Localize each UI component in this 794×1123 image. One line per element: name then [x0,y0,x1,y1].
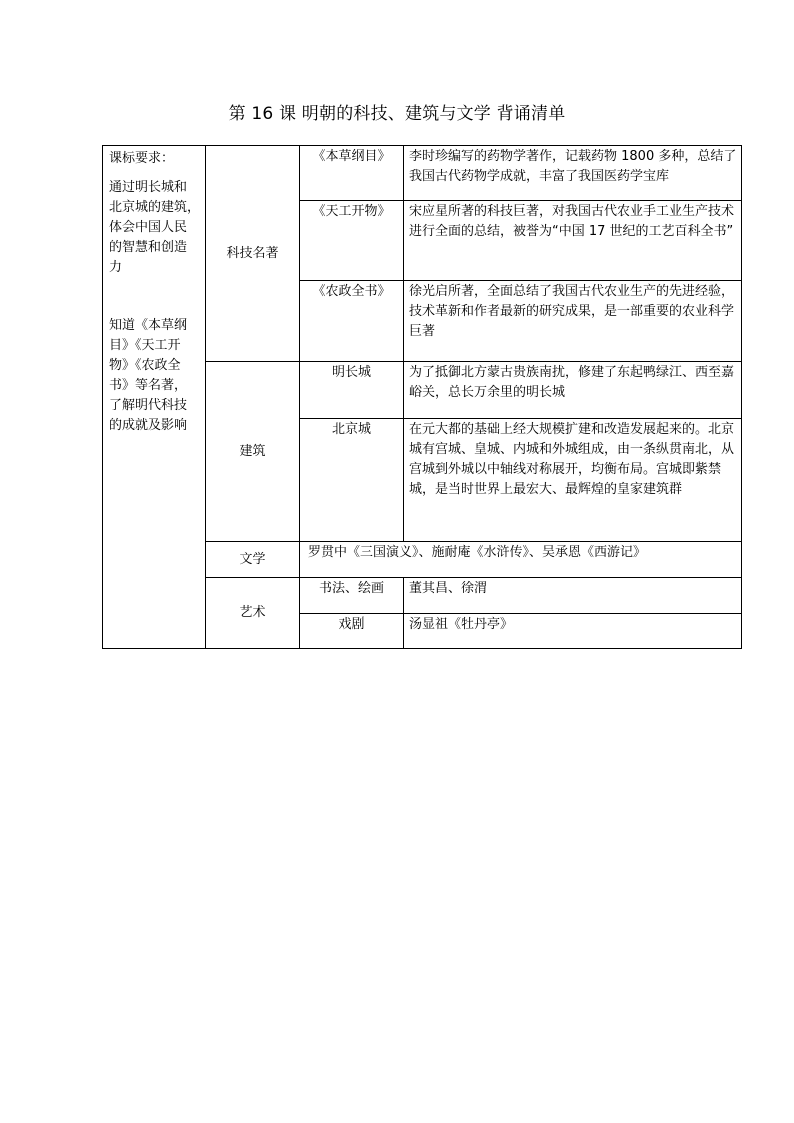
item-description: 宋应星所著的科技巨著，对我国古代农业手工业生产技术进行全面的总结，被誉为“中国 17 世纪的工艺百科全书” [404,201,742,281]
category-science: 科技名著 [206,146,300,362]
requirement-text: 物》《农政全 [109,358,181,373]
item-name: 明长城 [300,362,404,419]
item-description: 徐光启所著，全面总结了我国古代农业生产的先进经验，技术革新和作者最新的研究成果，是一部重要的农业科学巨著 [404,281,742,362]
requirement-text: 北京城的建筑， [109,200,201,215]
requirement-text: 体会中国人民 [109,220,188,235]
page-title: 第 16 课 明朝的科技、建筑与文学 背诵清单 [228,104,566,124]
item-description: 汤显祖《牡丹亭》 [404,614,742,649]
requirement-text: 力 [109,260,123,275]
item-name: 《天工开物》 [300,201,404,281]
review-table [102,145,742,649]
category-architecture: 建筑 [206,362,300,542]
table-row [103,146,742,201]
literature-description: 罗贯中《三国演义》、施耐庵《水浒传》、吴承恩《西游记》 [300,542,742,578]
requirement-text: 目》《天工开 [109,338,181,353]
item-name: 戏剧 [300,614,404,649]
item-name: 《本草纲目》 [300,146,404,201]
item-name: 书法、绘画 [300,578,404,614]
item-description: 在元大都的基础上经大规模扩建和改造发展起来的。北京城有宫城、皇城、内城和外城组成，由一条纵贯南北，从宫城到外城以中轴线对称展开，均衡布局。宫城即紫禁城，是当时世界上最宏大、最辉煌的皇家建筑群 [404,419,742,542]
item-description: 李时珍编写的药物学著作，记载药物 1800 多种，总结了我国古代药物学成就，丰富了我国医药学宝库 [404,146,742,201]
requirement-text: 通过明长城和 [109,180,188,195]
item-name: 北京城 [300,419,404,542]
item-description: 董其昌、徐渭 [404,578,742,614]
category-art: 艺术 [206,578,300,649]
curriculum-requirements-cell [103,146,206,649]
requirement-text: 了解明代科技 [109,398,188,413]
requirement-text: 书》等名著， [109,378,188,393]
requirement-text: 的智慧和创造 [109,240,188,255]
requirement-text: 知道《本草纲 [109,318,188,333]
item-name: 《农政全书》 [300,281,404,362]
requirement-text: 的成就及影响 [109,418,188,433]
item-description: 为了抵御北方蒙古贵族南扰，修建了东起鸭绿江、西至嘉峪关，总长万余里的明长城 [404,362,742,419]
category-literature: 文学 [206,542,300,578]
requirements-heading: 课标要求： [109,151,175,166]
